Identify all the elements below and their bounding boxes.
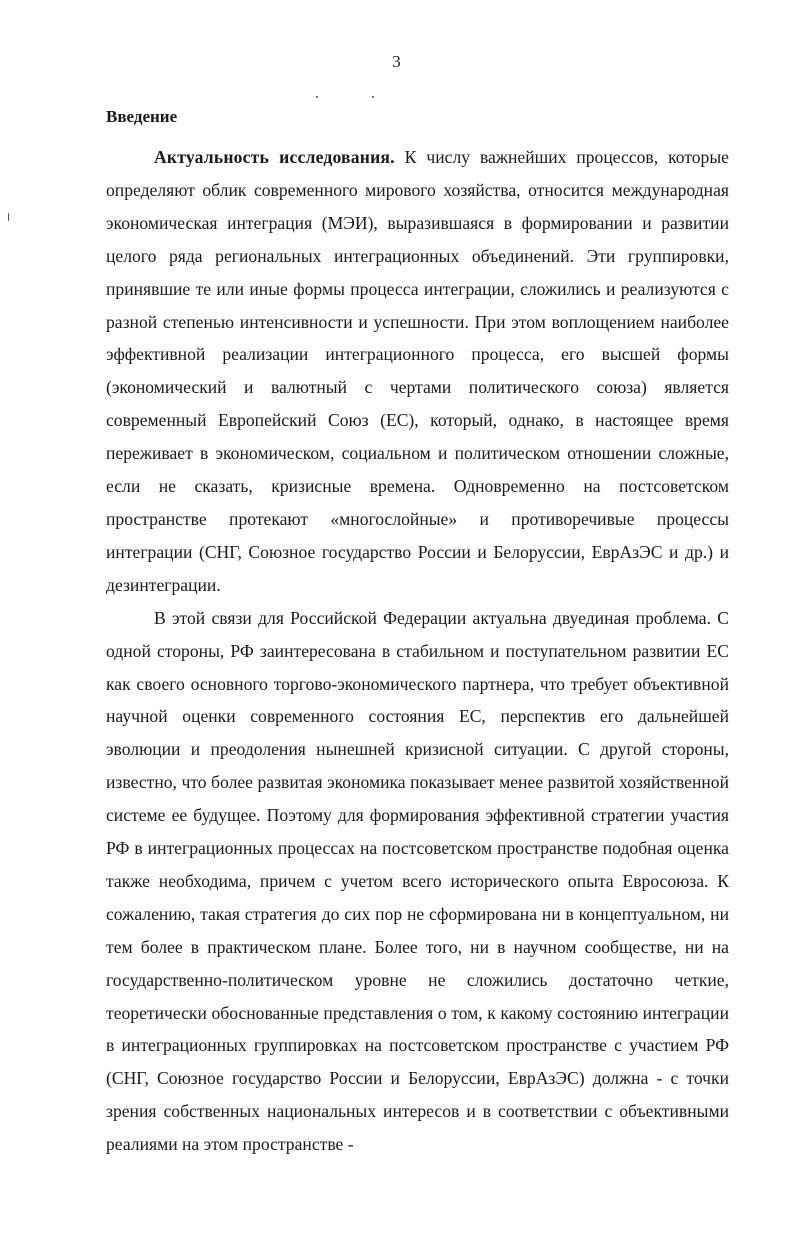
- scan-speck: [8, 213, 9, 221]
- paragraph-text: К числу важнейших процессов, которые определяют облик современного мирового хозяйства, относится международная экономическая интеграция (МЭИ), выразившаяся в формировании и развитии целого ряда региональных интеграционных объединений. Эти группировки, принявшие те или иные формы процесса интеграции, сложились и реализуются с разной степенью интенсивности и успешности. При этом воплощением наиболее эффективной реализации интеграционного процесса, его высшей формы (экономический и валютный с чертами политического союза) является современный Европейский Союз (ЕС), который, однако, в настоящее время переживает в экономическом, социальном и политическом отношении сложные, если не сказать, кризисные времена. Одновременно на постсоветском пространстве протекают «многослойные» и противоречивые процессы интеграции (СНГ, Союзное государство России и Белоруссии, ЕврАзЭС и др.) и дезинтеграции.: [106, 147, 729, 595]
- section-heading: Введение: [106, 107, 178, 126]
- paragraph-lead: Актуальность исследования.: [154, 147, 395, 167]
- paragraph: [106, 602, 729, 1161]
- paragraph-text: В этой связи для Российской Федерации актуальна двуединая проблема. С одной стороны, РФ заинтересована в стабильном и поступательном развитии ЕС как своего основного торгово-экономического партнера, что требует объективной научной оценки современного состояния ЕС, перспектив его дальнейшей эволюции и преодоления нынешней кризисной ситуации. С другой стороны, известно, что более развитая экономика показывает менее развитой хозяйственной системе ее будущее. Поэтому для формирования эффективной стратегии участия РФ в интеграционных процессах на постсоветском пространстве подобная оценка также необходима, причем с учетом всего исторического опыта Евросоюза. К сожалению, такая стратегия до сих пор не сформирована ни в концептуальном, ни тем более в практическом плане. Более того, ни в научном сообществе, ни на государственно-политическом уровне не сложились достаточно четкие, теоретически обоснованные представления о том, к какому состоянию интеграции в интеграционных группировках на постсоветском пространстве с участием РФ (СНГ, Союзное государство России и Белоруссии, ЕврАзЭС) должна - с точки зрения собственных национальных интересов и в соответствии с объективными реалиями на этом пространстве -: [106, 607, 729, 1155]
- scan-speck: [316, 96, 318, 98]
- body-text: [106, 141, 729, 1161]
- paragraph: [106, 141, 729, 602]
- page-number: 3: [392, 52, 401, 71]
- scan-speck: [372, 96, 374, 98]
